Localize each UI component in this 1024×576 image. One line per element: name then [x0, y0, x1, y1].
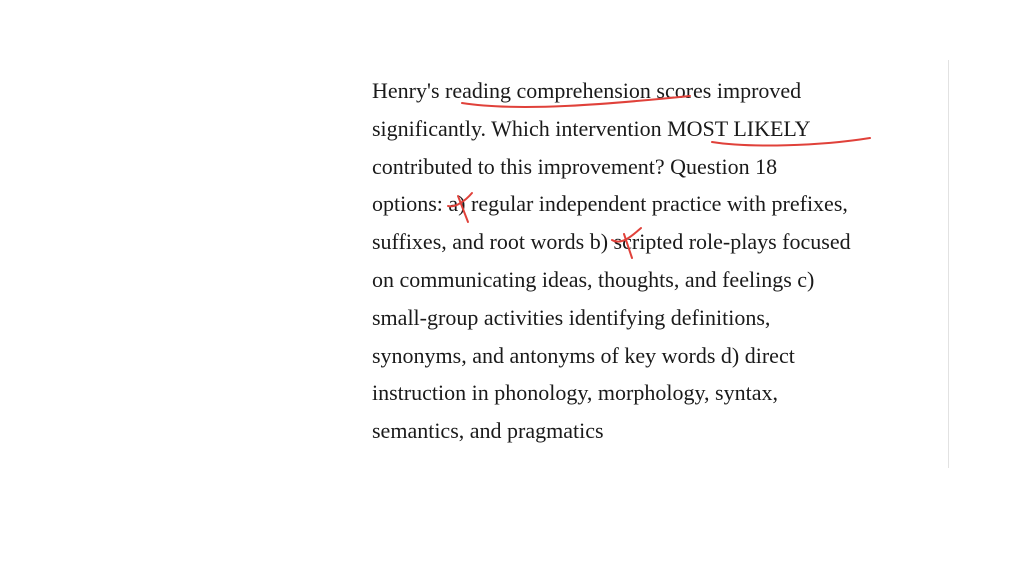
question-line: synonyms, and antonyms of key words d) direct [372, 342, 795, 368]
question-line: contributed to this improvement? Question 18 [372, 153, 778, 179]
page-divider-line [948, 60, 949, 468]
question-line: suffixes, and root words b) scripted role-plays focused [372, 229, 851, 255]
question-line: significantly. Which intervention MOST LIKELY [372, 115, 811, 141]
question-line: Henry's reading comprehension scores improved [372, 78, 802, 103]
question-line: small-group activities identifying definitions, [372, 304, 771, 330]
question-line: instruction in phonology, morphology, syntax, [372, 380, 778, 406]
question-text [372, 72, 937, 450]
question-line: options: a) regular independent practice with prefixes, [372, 191, 848, 217]
question-line: semantics, and pragmatics [372, 418, 604, 444]
question-line: on communicating ideas, thoughts, and feelings c) [372, 266, 815, 292]
